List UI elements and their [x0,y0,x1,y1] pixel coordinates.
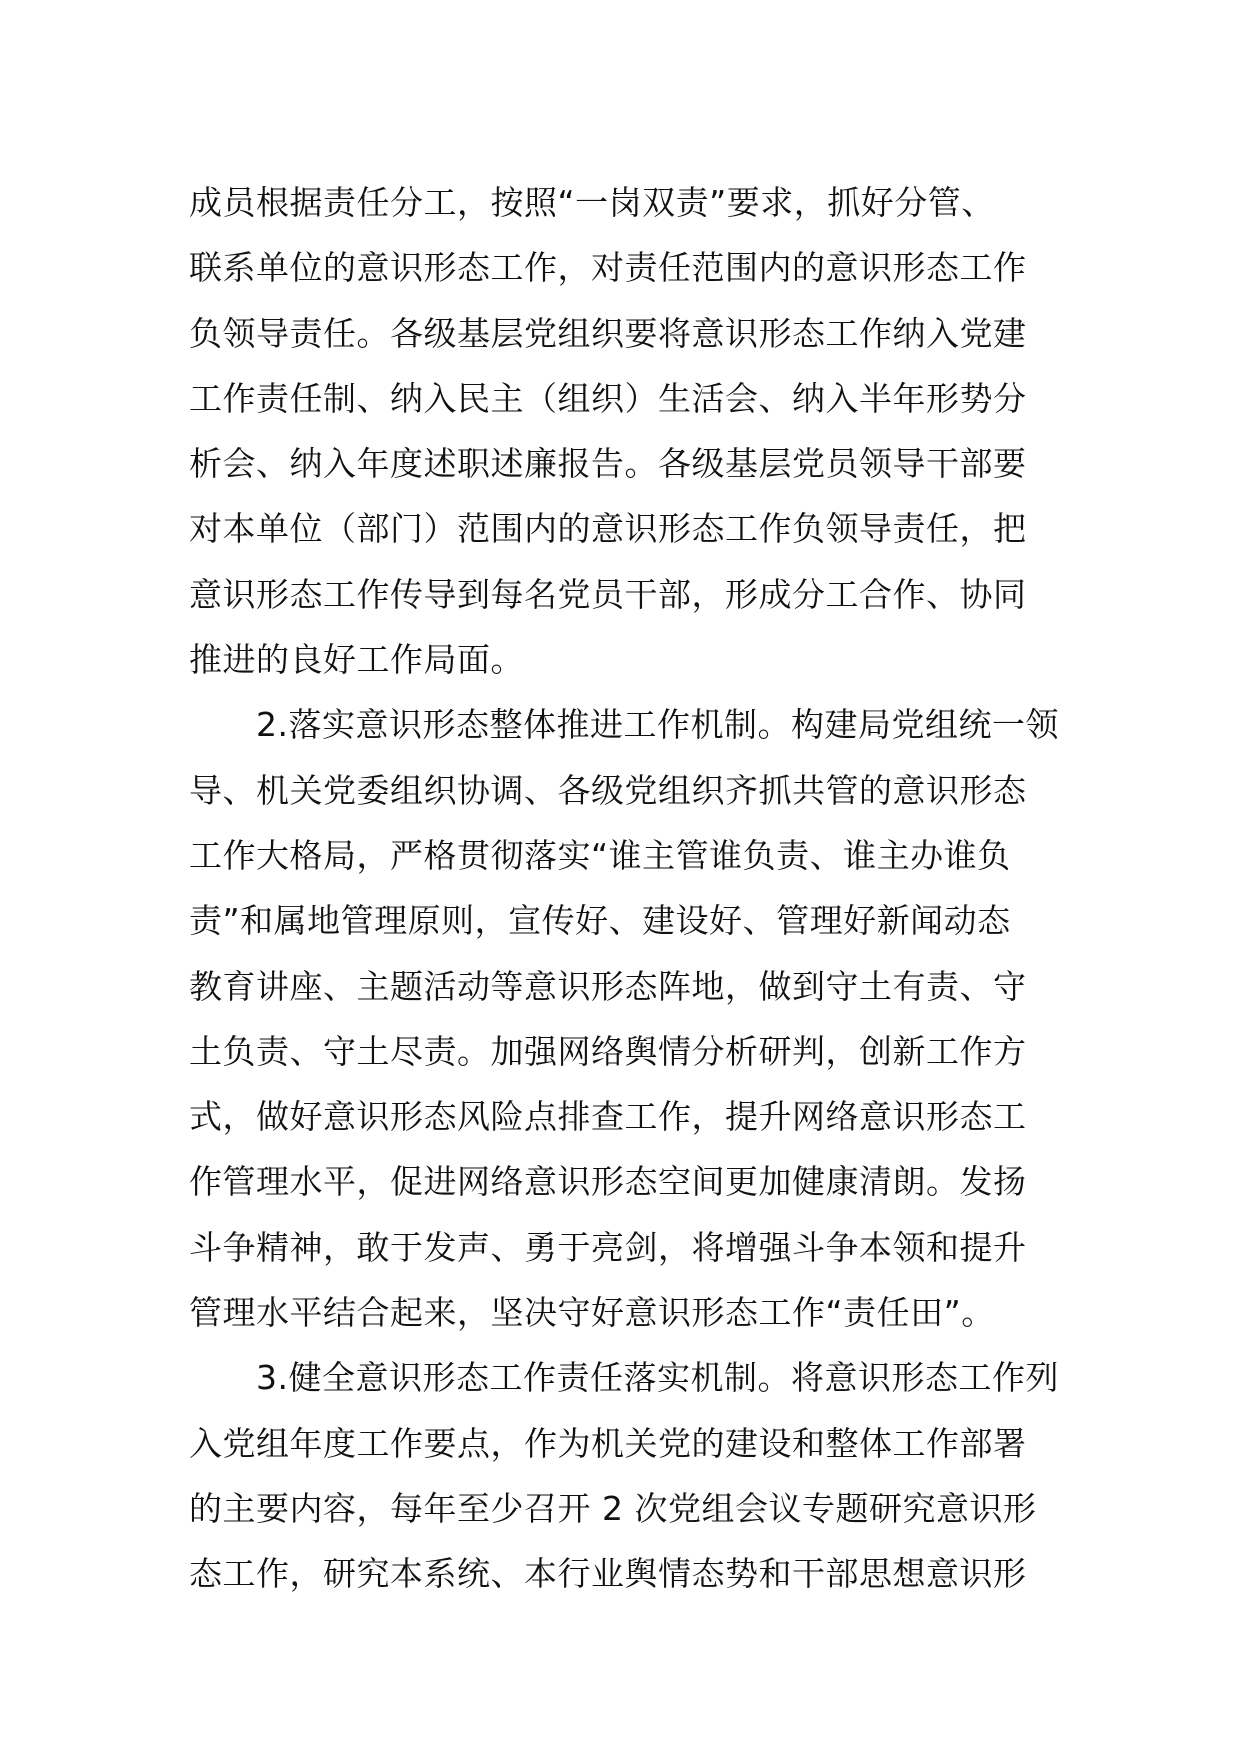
text-line: 意识形态工作传导到每名党员干部，形成分工合作、协同 [189,574,1027,614]
text-line: 作管理水平，促进网络意识形态空间更加健康清朗。发扬 [189,1162,1027,1202]
text-line: 成员根据责任分工，按照“一岗双责”要求，抓好分管、 [189,183,995,222]
text-line: 土负责、守土尽责。加强网络舆情分析研判，创新工作方 [189,1031,1027,1071]
text-line: 对本单位（部门）范围内的意识形态工作负领导责任，把 [189,509,1027,549]
text-line: 的主要内容，每年至少召开 2 次党组会议专题研究意识形 [189,1488,1037,1528]
text-line: 析会、纳入年度述职述廉报告。各级基层党员领导干部要 [189,444,1027,484]
section-heading-line: 2.落实意识形态整体推进工作机制。构建局党组统一领 [256,705,1059,745]
text-line: 推进的良好工作局面。 [189,640,524,680]
text-line: 负领导责任。各级基层党组织要将意识形态工作纳入党建 [189,313,1027,353]
text-line: 式，做好意识形态风险点排查工作，提升网络意识形态工 [189,1097,1027,1137]
text-line: 工作责任制、纳入民主（组织）生活会、纳入半年形势分 [189,378,1027,418]
text-line: 斗争精神，敢于发声、勇于亮剑，将增强斗争本领和提升 [189,1227,1027,1267]
text-line: 联系单位的意识形态工作，对责任范围内的意识形态工作 [189,248,1027,288]
text-line: 入党组年度工作要点，作为机关党的建设和整体工作部署 [189,1423,1027,1463]
text-line: 态工作，研究本系统、本行业舆情态势和干部思想意识形 [189,1554,1027,1594]
text-line: 责”和属地管理原则，宣传好、建设好、管理好新闻动态 [189,901,1011,941]
text-line: 教育讲座、主题活动等意识形态阵地，做到守土有责、守 [189,966,1027,1006]
text-line: 工作大格局，严格贯彻落实“谁主管谁负责、谁主办谁负 [189,835,1011,875]
text-line: 导、机关党委组织协调、各级党组织齐抓共管的意识形态 [189,770,1027,810]
section-heading-line: 3.健全意识形态工作责任落实机制。将意识形态工作列 [256,1358,1059,1398]
body-text [189,170,1059,1607]
text-line: 管理水平结合起来，坚决守好意识形态工作“责任田”。 [189,1293,995,1333]
